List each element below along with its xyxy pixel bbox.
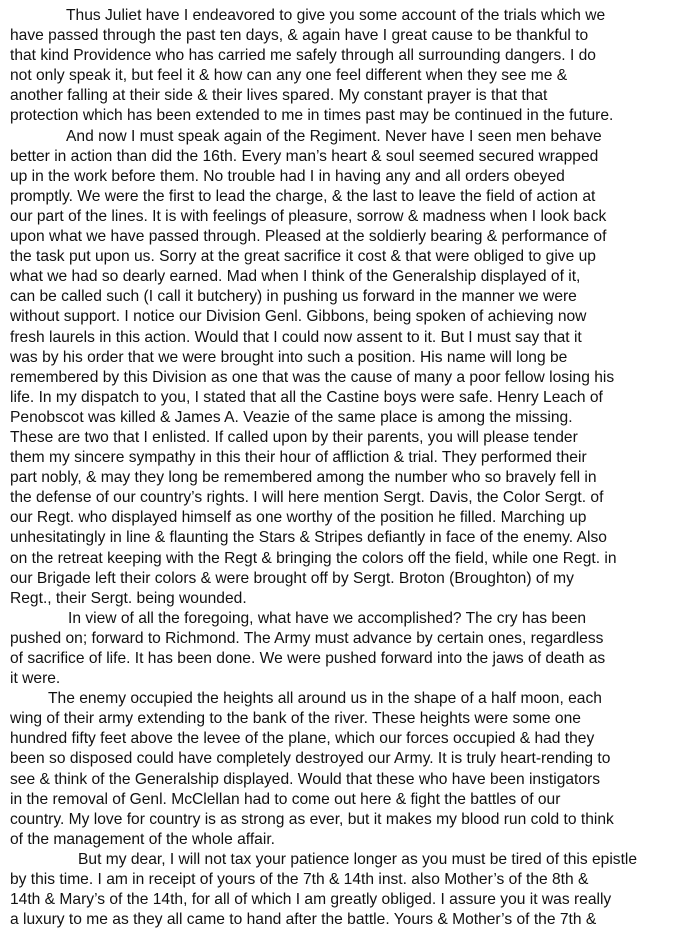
text-line: Thus Juliet have I endeavored to give you some account of the trials which we [66, 7, 606, 24]
text-line: promptly. We were the first to lead the charge, & the last to leave the field of action at [10, 187, 596, 205]
text-line: These are two that I enlisted. If called upon by their parents, you will please tender [10, 428, 578, 446]
text-line: of sacrifice of life. It has been done. We were pushed forward into the jaws of death as [10, 650, 606, 667]
text-line: remembered by this Division as one that was the cause of many a poor fellow losing his [10, 368, 615, 386]
text-line: of the management of the whole affair. [10, 830, 275, 848]
text-line: that kind Providence who has carried me safely through all surrounding dangers. I do [10, 47, 596, 65]
text-line: Penobscot was killed & James A. Veazie of the same place is among the missing. [10, 408, 573, 426]
text-line: hundred fifty feet above the levee of the plane, which our forces occupied & had they [10, 730, 595, 748]
text-line: it were. [10, 670, 61, 688]
text-line: up in the work before them. No trouble had I in having any and all orders obeyed [10, 167, 565, 185]
text-line: in the removal of Genl. McClellan had to come out here & fight the battles of our [10, 790, 561, 808]
text-line: life. In my dispatch to you, I stated that all the Castine boys were safe. Henry Leach of [10, 388, 603, 406]
text-line: by this time. I am in receipt of yours of the 7th & 14th inst. also Mother’s of the 8th & [10, 871, 589, 889]
text-line: protection which has been extended to me in times past may be continued in the future. [10, 107, 614, 125]
text-line: better in action than did the 16th. Every man’s heart & soul seemed secured wrapped [10, 147, 599, 165]
text-line: what we had so dearly earned. Mad when I think of the Generalship displayed of it, [10, 268, 581, 286]
paragraph-3 [10, 609, 692, 689]
paragraph-4 [10, 689, 692, 850]
text-line: another falling at their side & their lives spared. My constant prayer is that that [10, 87, 548, 105]
text-line: The enemy occupied the heights all around us in the shape of a half moon, each [48, 690, 602, 708]
text-line: wing of their army extending to the bank of the river. These heights were some one [10, 710, 581, 728]
text-line: them my sincere sympathy in this their hour of affliction & trial. They performed their [10, 449, 587, 467]
paragraph-2 [10, 127, 692, 609]
text-line: without support. I notice our Division Genl. Gibbons, being spoken of achieving now [10, 308, 587, 326]
paragraph-5 [10, 850, 692, 930]
text-line: upon what we have passed through. Pleased at the soldierly bearing & performance of [10, 228, 607, 246]
text-line: was by his order that we were brought into such a position. His name will long be [10, 348, 568, 366]
text-line: have passed through the past ten days, & again have I great cause to be thankful to [10, 27, 589, 45]
text-line: And now I must speak again of the Regiment. Never have I seen men behave [66, 127, 602, 145]
text-line: 14th & Mary’s of the 14th, for all of which I am greatly obliged. I assure you it was really [10, 891, 612, 909]
text-line: But my dear, I will not tax your patience longer as you must be tired of this epistle [78, 850, 638, 868]
text-line: In view of all the foregoing, what have we accomplished? The cry has been [68, 609, 587, 627]
text-line: on the retreat keeping with the Regt & bringing the colors off the field, while one Regt. in [10, 549, 617, 567]
text-line: been so disposed could have completely destroyed our Army. It is truly heart-rending to [10, 750, 611, 768]
paragraph-1 [10, 6, 692, 127]
text-line: pushed on; forward to Richmond. The Army must advance by certain ones, regardless [10, 629, 604, 647]
text-line: the defense of our country’s rights. I will here mention Sergt. Davis, the Color Sergt. of [10, 489, 604, 507]
text-line: can be called such (I call it butchery) in pushing us forward in the manner we were [10, 288, 577, 306]
text-line: a luxury to me as they all came to hand after the battle. Yours & Mother’s of the 7th & [10, 911, 597, 929]
text-line: fresh laurels in this action. Would that I could now assent to it. But I must say that it [10, 328, 582, 346]
text-line: the task put upon us. Sorry at the great sacrifice it cost & that were obliged to give up [10, 248, 596, 266]
text-line: part nobly, & may they long be remembered among the number who so bravely fell in [10, 469, 597, 487]
text-line: not only speak it, but feel it & how can any one feel different when they see me & [10, 67, 568, 85]
text-line: Regt., their Sergt. being wounded. [10, 589, 247, 607]
text-line: see & think of the Generalship displayed. Would that these who have been instigators [10, 770, 601, 788]
text-line: our Brigade left their colors & were brought off by Sergt. Broton (Broughton) of my [10, 569, 574, 587]
text-line: our part of the lines. It is with feelings of pleasure, sorrow & madness when I look back [10, 207, 607, 225]
text-line: country. My love for country is as strong as ever, but it makes my blood run cold to think [10, 810, 614, 828]
text-line: unhesitatingly in line & flaunting the Stars & Stripes defiantly in face of the enemy. Also [10, 529, 607, 547]
text-line: our Regt. who displayed himself as one worthy of the position he filled. Marching up [10, 509, 587, 527]
